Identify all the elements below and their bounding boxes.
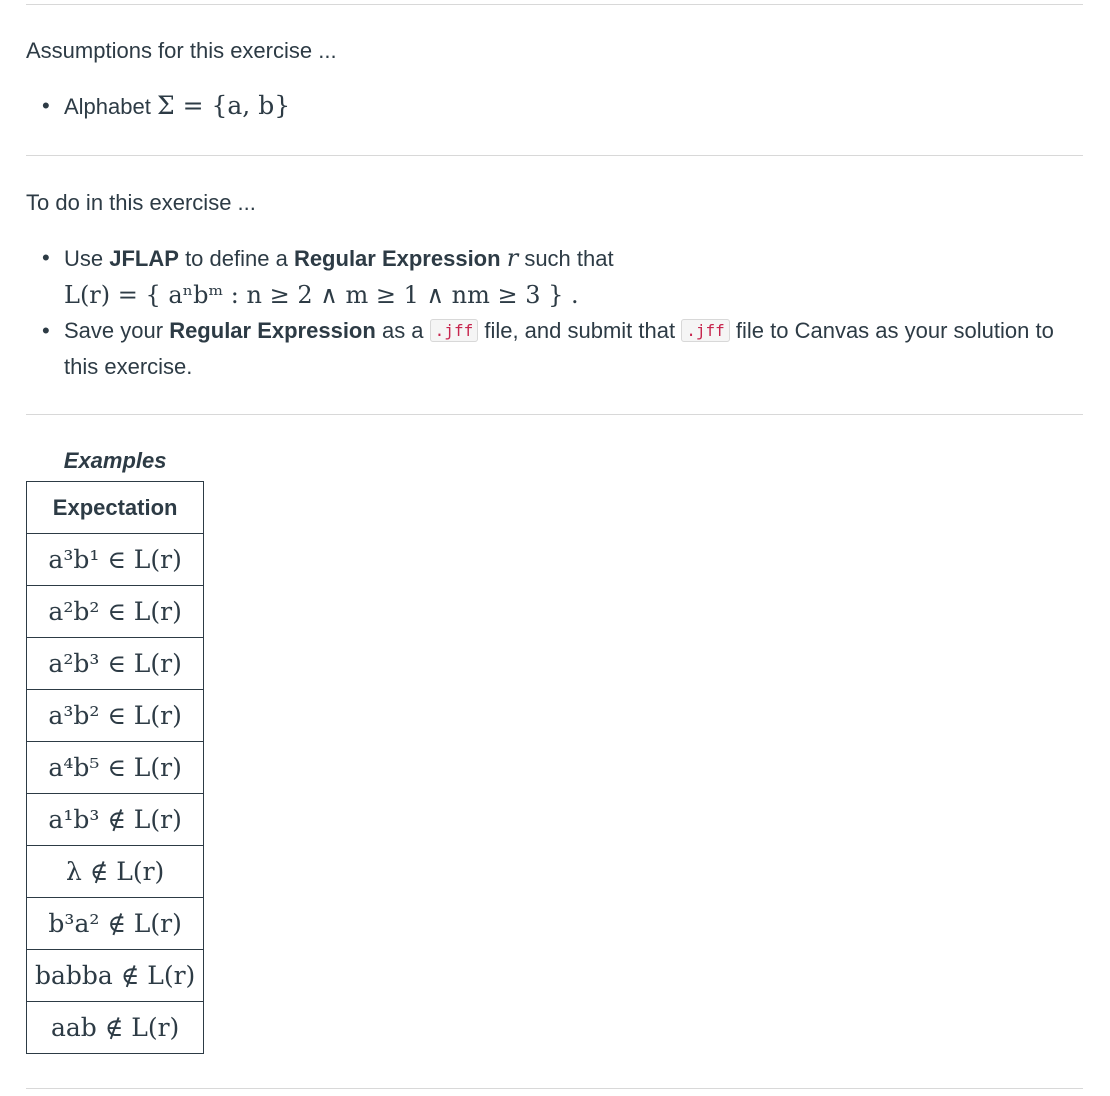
alphabet-label: Alphabet	[64, 94, 151, 119]
and-submit-text: file, and submit that	[484, 318, 676, 343]
use-text: Use	[64, 246, 104, 271]
table-row	[27, 534, 204, 586]
example-cell: a²b² ∈ L(r)	[27, 586, 204, 638]
save-text: Save your	[64, 318, 164, 343]
example-cell: a³b¹ ∈ L(r)	[27, 534, 204, 586]
alphabet-math: Σ = {a, b}	[156, 91, 291, 120]
table-row	[27, 846, 204, 898]
examples-caption: Examples	[63, 448, 167, 473]
table-row	[27, 1002, 204, 1054]
as-a-text: as a	[381, 318, 424, 343]
to-define-text: to define a	[185, 246, 288, 271]
divider-3	[26, 414, 1083, 415]
alphabet-item	[64, 88, 290, 125]
example-cell: a⁴b⁵ ∈ L(r)	[27, 742, 204, 794]
todo-item-define	[64, 240, 1084, 313]
example-cell: a²b³ ∈ L(r)	[27, 638, 204, 690]
regex-text-2: Regular Expression	[169, 318, 376, 343]
example-cell: aab ∉ L(r)	[27, 1002, 204, 1054]
jff-code-1: .jff	[430, 319, 479, 342]
jflap-text: JFLAP	[109, 246, 179, 271]
example-cell: babba ∉ L(r)	[27, 950, 204, 1002]
examples-table	[26, 441, 204, 1054]
table-row	[27, 638, 204, 690]
expectation-header: Expectation	[27, 482, 204, 534]
divider-2	[26, 155, 1083, 156]
divider-bottom	[26, 1088, 1083, 1089]
todo-list	[26, 240, 1084, 385]
example-cell: λ ∉ L(r)	[27, 846, 204, 898]
table-row	[27, 898, 204, 950]
assumptions-heading: Assumptions for this exercise ...	[26, 38, 337, 63]
table-row	[27, 690, 204, 742]
divider-top	[26, 4, 1083, 5]
example-cell: a³b² ∈ L(r)	[27, 690, 204, 742]
assumptions-list	[26, 88, 290, 125]
todo-item-save	[64, 313, 1084, 385]
var-r: r	[506, 244, 519, 272]
jff-code-2: .jff	[681, 319, 730, 342]
table-row	[27, 794, 204, 846]
table-row	[27, 742, 204, 794]
regex-text: Regular Expression	[293, 246, 501, 271]
example-cell: b³a² ∉ L(r)	[27, 898, 204, 950]
language-definition: L(r) = { aⁿbᵐ : n ≥ 2 ∧ m ≥ 1 ∧ nm ≥ 3 } .	[64, 281, 579, 309]
header-row	[27, 482, 204, 534]
todo-heading: To do in this exercise ...	[26, 190, 256, 215]
such-that-text: such that	[524, 246, 614, 271]
example-cell: a¹b³ ∉ L(r)	[27, 794, 204, 846]
table-row	[27, 950, 204, 1002]
table-row	[27, 586, 204, 638]
rest-text: file to Canvas as your solution to this exercise.	[64, 318, 1054, 379]
